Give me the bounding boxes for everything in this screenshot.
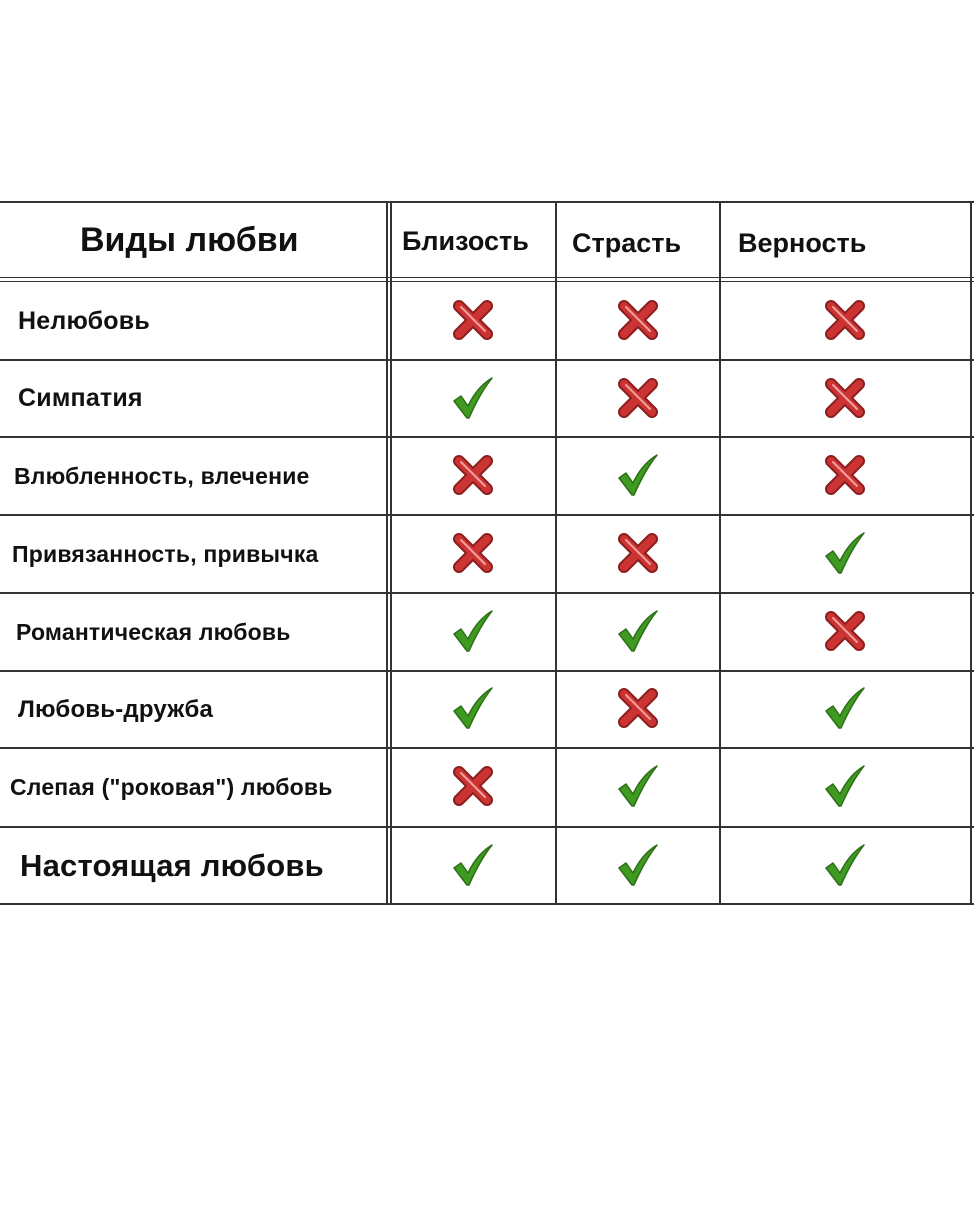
check-icon [450, 608, 496, 654]
row-label: Нелюбовь [18, 306, 150, 335]
cross-icon [822, 608, 868, 654]
row-label: Слепая ("роковая") любовь [10, 774, 333, 800]
table-title: Виды любви [80, 220, 299, 259]
cross-icon [822, 452, 868, 498]
row-label: Романтическая любовь [16, 618, 291, 645]
check-icon [450, 685, 496, 731]
row-label: Влюбленность, влечение [14, 462, 310, 489]
check-icon [450, 375, 496, 421]
cross-icon [450, 530, 496, 576]
cross-icon [615, 375, 661, 421]
col-divider [719, 201, 721, 905]
check-icon [822, 842, 868, 888]
cross-icon [822, 297, 868, 343]
check-icon [822, 530, 868, 576]
column-header-closeness: Близость [402, 225, 529, 256]
cross-icon [615, 530, 661, 576]
check-icon [450, 842, 496, 888]
love-types-table [0, 201, 974, 905]
check-icon [822, 763, 868, 809]
check-icon [615, 842, 661, 888]
check-icon [615, 763, 661, 809]
cross-icon [822, 375, 868, 421]
row-label: Привязанность, привычка [12, 540, 319, 567]
row-label: Настоящая любовь [20, 847, 324, 883]
column-header-passion: Страсть [572, 227, 682, 258]
check-icon [822, 685, 868, 731]
row-label: Любовь-дружба [18, 695, 214, 723]
cross-icon [450, 452, 496, 498]
table-border-bottom [0, 903, 974, 905]
row-label: Симпатия [18, 384, 143, 412]
table-border-right [970, 201, 972, 905]
check-icon [615, 452, 661, 498]
cross-icon [615, 685, 661, 731]
col-divider [555, 201, 557, 905]
check-icon [615, 608, 661, 654]
cross-icon [615, 297, 661, 343]
column-header-loyalty: Верность [738, 227, 867, 258]
col-divider [390, 201, 392, 905]
cross-icon [450, 763, 496, 809]
cross-icon [450, 297, 496, 343]
